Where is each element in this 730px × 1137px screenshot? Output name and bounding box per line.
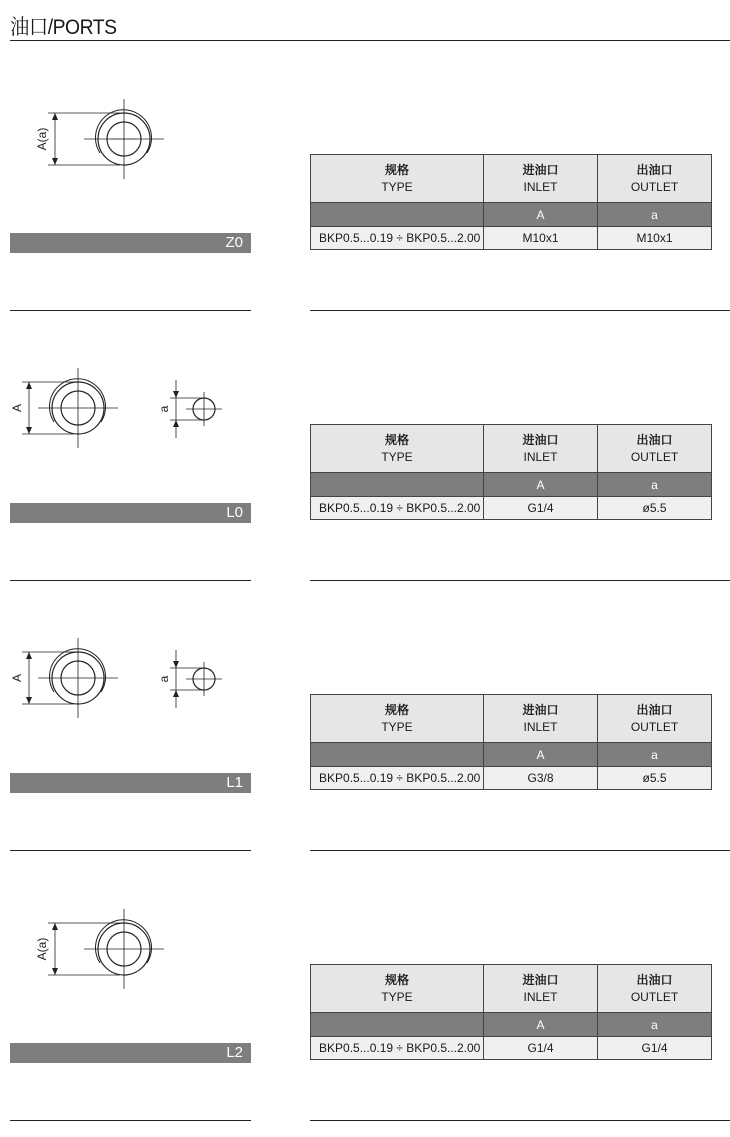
- inlet-dimension-label: A: [10, 673, 24, 683]
- section-code-bar: L0: [10, 503, 251, 523]
- type-header: 规格 TYPE: [311, 155, 484, 203]
- inlet-value: M10x1: [484, 227, 598, 250]
- type-range: BKP0.5...0.19 ÷ BKP0.5...2.00: [311, 1037, 484, 1060]
- port-section-z0: [0, 40, 730, 310]
- outlet-header: 出油口 OUTLET: [598, 695, 712, 743]
- port-drawing-l1: [0, 580, 260, 780]
- section-divider-left: [10, 1120, 251, 1121]
- section-code-bar: Z0: [10, 233, 251, 253]
- inlet-header: 进油口 INLET: [484, 155, 598, 203]
- inlet-letter: A: [484, 203, 598, 227]
- letter-cell-blank: [311, 743, 484, 767]
- outlet-header: 出油口 OUTLET: [598, 425, 712, 473]
- ports-table-l1: [310, 694, 712, 790]
- outlet-dimension-label: a: [157, 405, 171, 413]
- inlet-letter: A: [484, 473, 598, 497]
- port-section-l0: [0, 310, 730, 580]
- inlet-header: 进油口 INLET: [484, 965, 598, 1013]
- outlet-header: 出油口 OUTLET: [598, 965, 712, 1013]
- ports-table-l0: [310, 424, 712, 520]
- type-header: 规格 TYPE: [311, 695, 484, 743]
- inlet-value: G1/4: [484, 1037, 598, 1060]
- section-divider-right: [310, 1120, 730, 1121]
- port-drawing-l0: [0, 310, 260, 510]
- inlet-dimension-label: A: [10, 403, 24, 413]
- letter-cell-blank: [311, 1013, 484, 1037]
- letter-cell-blank: [311, 203, 484, 227]
- type-header: 规格 TYPE: [311, 425, 484, 473]
- outlet-header: 出油口 OUTLET: [598, 155, 712, 203]
- ports-table-z0: [310, 154, 712, 250]
- type-range: BKP0.5...0.19 ÷ BKP0.5...2.00: [311, 227, 484, 250]
- section-code-bar: L2: [10, 1043, 251, 1063]
- outlet-value: G1/4: [598, 1037, 712, 1060]
- outlet-letter: a: [598, 743, 712, 767]
- outlet-value: ø5.5: [598, 497, 712, 520]
- outlet-letter: a: [598, 473, 712, 497]
- letter-cell-blank: [311, 473, 484, 497]
- type-range: BKP0.5...0.19 ÷ BKP0.5...2.00: [311, 497, 484, 520]
- page-title: 油口/PORTS: [10, 16, 117, 39]
- outlet-letter: a: [598, 1013, 712, 1037]
- port-section-l2: [0, 850, 730, 1120]
- port-drawing-l2: [0, 850, 260, 1050]
- outlet-letter: a: [598, 203, 712, 227]
- section-code-bar: L1: [10, 773, 251, 793]
- outlet-value: ø5.5: [598, 767, 712, 790]
- type-range: BKP0.5...0.19 ÷ BKP0.5...2.00: [311, 767, 484, 790]
- inlet-value: G1/4: [484, 497, 598, 520]
- outlet-value: M10x1: [598, 227, 712, 250]
- outlet-dimension-label: a: [157, 675, 171, 683]
- port-section-l1: [0, 580, 730, 850]
- type-header: 规格 TYPE: [311, 965, 484, 1013]
- dimension-label: A(a): [35, 937, 49, 961]
- ports-table-l2: [310, 964, 712, 1060]
- inlet-header: 进油口 INLET: [484, 425, 598, 473]
- inlet-value: G3/8: [484, 767, 598, 790]
- inlet-letter: A: [484, 743, 598, 767]
- dimension-label: A(a): [35, 127, 49, 151]
- port-drawing-z0: [0, 40, 260, 240]
- inlet-letter: A: [484, 1013, 598, 1037]
- inlet-header: 进油口 INLET: [484, 695, 598, 743]
